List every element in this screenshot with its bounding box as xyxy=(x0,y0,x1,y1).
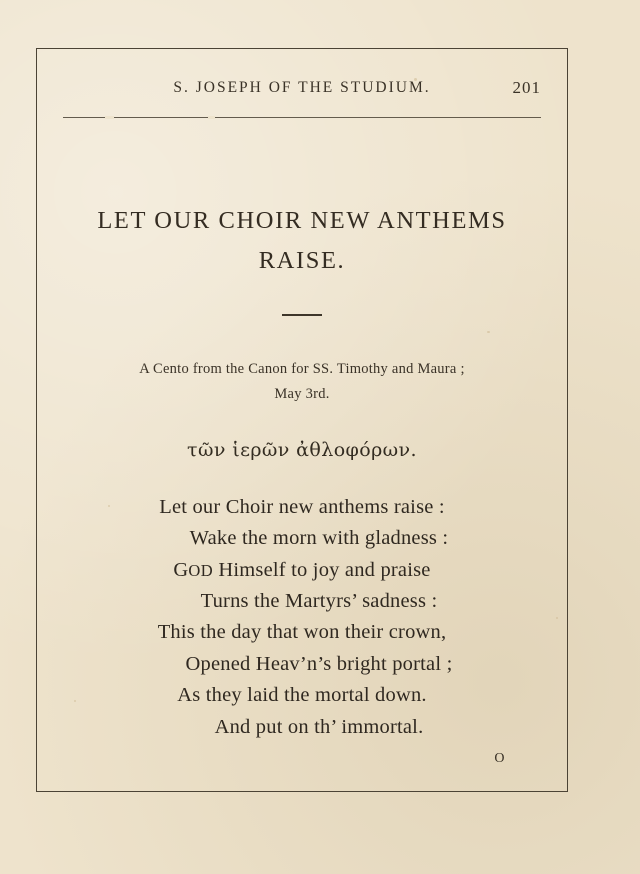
page-border xyxy=(36,48,568,792)
title-divider-rule xyxy=(282,314,322,316)
verse-line: Wake the morn with gladness : xyxy=(189,527,449,550)
attribution-line-2: May 3rd. xyxy=(274,385,330,402)
signature-mark: O xyxy=(494,751,505,766)
page-content xyxy=(37,49,567,791)
hymn-title xyxy=(63,201,541,280)
rule-gap xyxy=(105,116,114,119)
verse-line: Opened Heav’n’s bright portal ; xyxy=(185,652,453,675)
verse-line: This the day that won their crown, xyxy=(157,621,447,644)
verse-line: Turns the Martyrs’ sadness : xyxy=(200,590,438,613)
verse-line: And put on th’ immortal. xyxy=(214,715,424,738)
verse-line: GOD Himself to joy and praise xyxy=(173,558,431,581)
verse-line: Let our Choir new anthems raise : xyxy=(159,496,445,518)
page-number: 201 xyxy=(512,78,541,97)
header-rule xyxy=(63,117,541,118)
attribution xyxy=(63,357,541,407)
attribution-line-1: A Cento from the Canon for SS. Timothy and Maura ; xyxy=(139,361,465,377)
running-head-title: S. JOSEPH OF THE STUDIUM. xyxy=(173,79,431,96)
greek-epigraph: τῶν ἱερῶν ἀθλοφόρων. xyxy=(187,439,417,461)
hymn-title-line-2: RAISE. xyxy=(258,246,346,274)
hymn-verse xyxy=(37,492,567,743)
verse-line: As they laid the mortal down. xyxy=(177,684,427,707)
rule-gap xyxy=(208,116,215,119)
hymn-title-line-1: LET OUR CHOIR NEW ANTHEMS xyxy=(97,207,507,234)
running-head xyxy=(63,79,541,97)
